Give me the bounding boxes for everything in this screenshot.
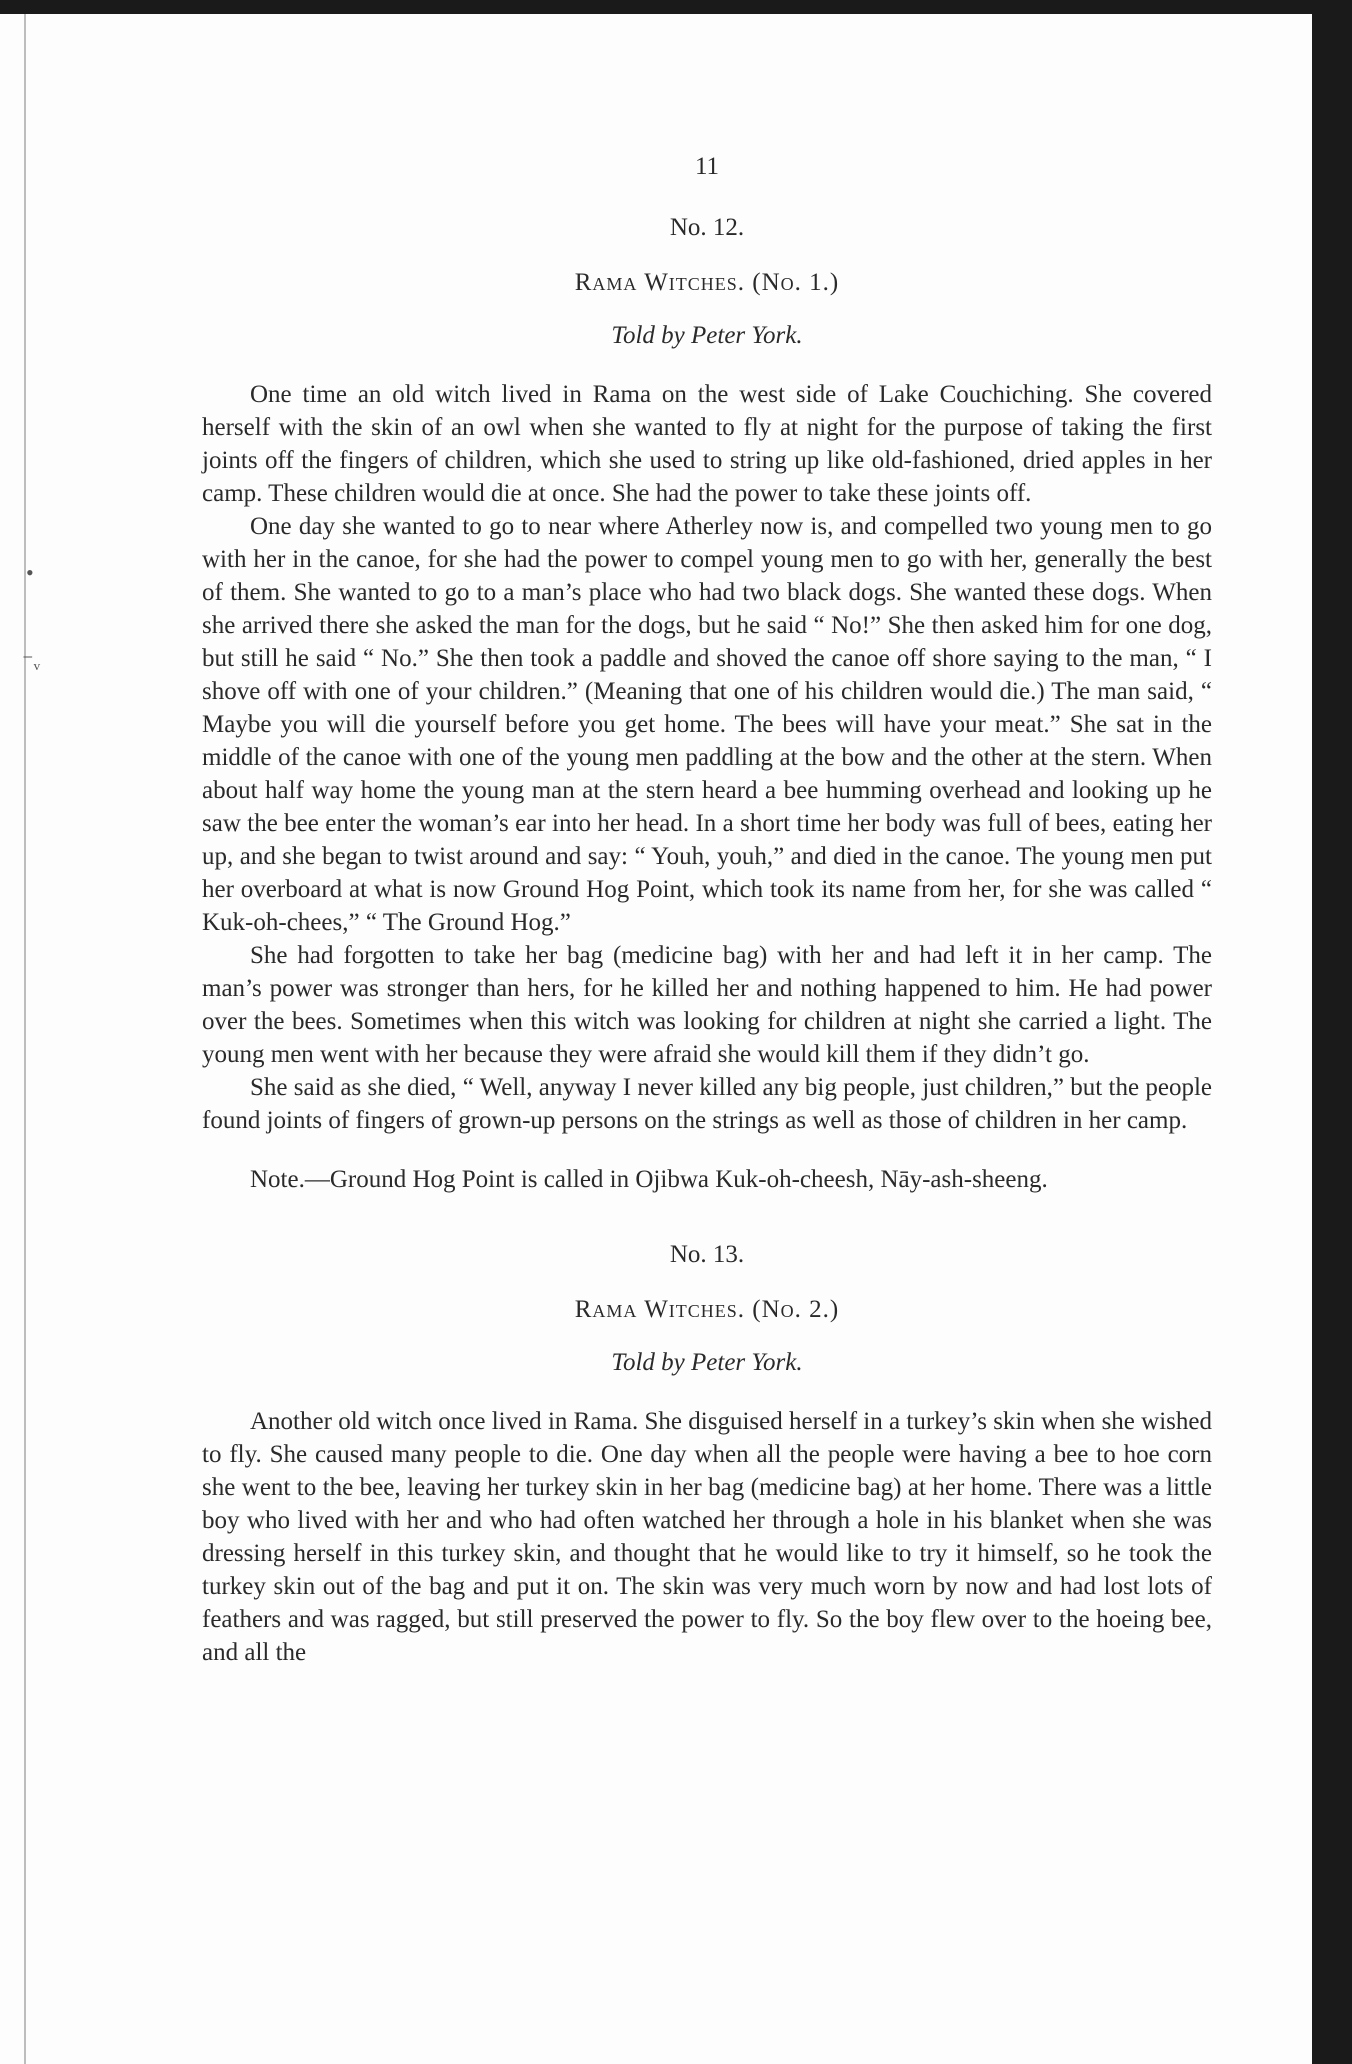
story-paragraph: Another old witch once lived in Rama. She disguised herself in a turkey’s skin when she wished to fly. She caused many people to die. One day when all the people were having a bee to hoe corn she went to the bee, leaving her turkey skin in her bag (medicine bag) at her home. There was a little boy who lived with her and who had often watched her through a hole in his blanket when she was dressing herself in this turkey skin, and thought that he would like to try it himself, so he took the turkey skin out of the bag and put it on. The skin was very much worn by now and had lost lots of feathers and was ragged, but still preserved the power to fly. So the boy flew over to the hoeing bee, and all the — [202, 1408, 1212, 1666]
story-12 — [202, 211, 1212, 1196]
story-13 — [202, 1238, 1212, 1669]
story-title: Rama Witches. (No. 1.) — [574, 269, 840, 296]
story-paragraph: She said as she died, “ Well, anyway I never killed any big people, just children,” but the people found joints of fingers of grown-up persons on the strings as well as those of children in her camp. — [202, 1074, 1212, 1134]
scan-border-right — [1312, 0, 1352, 2064]
margin-mark: ⁻ᵥ — [22, 648, 41, 673]
story-number: No. 13. — [669, 1241, 745, 1268]
story-paragraph: One day she wanted to go to near where Atherley now is, and compelled two young men to go with her in the canoe, for she had the power to compel young men to go with her, generally the best of them. She wanted to go to a man’s place who had two black dogs. She wanted these dogs. When she arrived there she asked the man for the dogs, but he said “ No!” She then asked him for one dog, but still he said “ No.” She then took a paddle and shoved the canoe off shore saying to the man, “ I shove off with one of your children.” (Meaning that one of his children would die.) The man said, “ Maybe you will die yourself before you get home. The bees will have your meat.” She sat in the middle of the canoe with one of the young men paddling at the bow and the other at the stern. When about half way home the young man at the stern heard a bee humming overhead and looking up he saw the bee enter the woman’s ear into her head. In a short time her body was full of bees, eating her up, and she began to twist around and say: “ Youh, youh,” and died in the canoe. The young men put her overboard at what is now Ground Hog Point, which took its name from her, for she was called “ Kuk-oh-chees,” “ The Ground Hog.” — [202, 513, 1212, 936]
story-paragraph: One time an old witch lived in Rama on the west side of Lake Couchiching. She covered herself with the skin of an owl when she wanted to fly at night for the purpose of taking the first joints off the fingers of children, which she used to string up like old-fashioned, dried apples in her camp. These children would die at once. She had the power to take these joints off. — [202, 381, 1212, 507]
story-teller: Told by Peter York. — [611, 1349, 803, 1376]
story-title: Rama Witches. (No. 2.) — [574, 1296, 840, 1323]
story-teller: Told by Peter York. — [611, 322, 803, 349]
scan-edge-shadow — [24, 14, 26, 2064]
margin-mark: • — [26, 560, 34, 585]
scan-border-top — [0, 0, 1352, 14]
story-note: Note.—Ground Hog Point is called in Ojibwa Kuk-oh-cheesh, Nāy-ash-sheeng. — [250, 1166, 1048, 1193]
story-paragraph: She had forgotten to take her bag (medicine bag) with her and had left it in her camp. The man’s power was stronger than hers, for he killed her and nothing happened to him. He had power over the bees. Sometimes when this witch was looking for children at night she carried a light. The young men went with her because they were afraid she would kill them if they didn’t go. — [202, 942, 1212, 1068]
page-content — [202, 150, 1212, 1669]
page-number: 11 — [694, 153, 720, 180]
story-number: No. 12. — [669, 214, 745, 241]
